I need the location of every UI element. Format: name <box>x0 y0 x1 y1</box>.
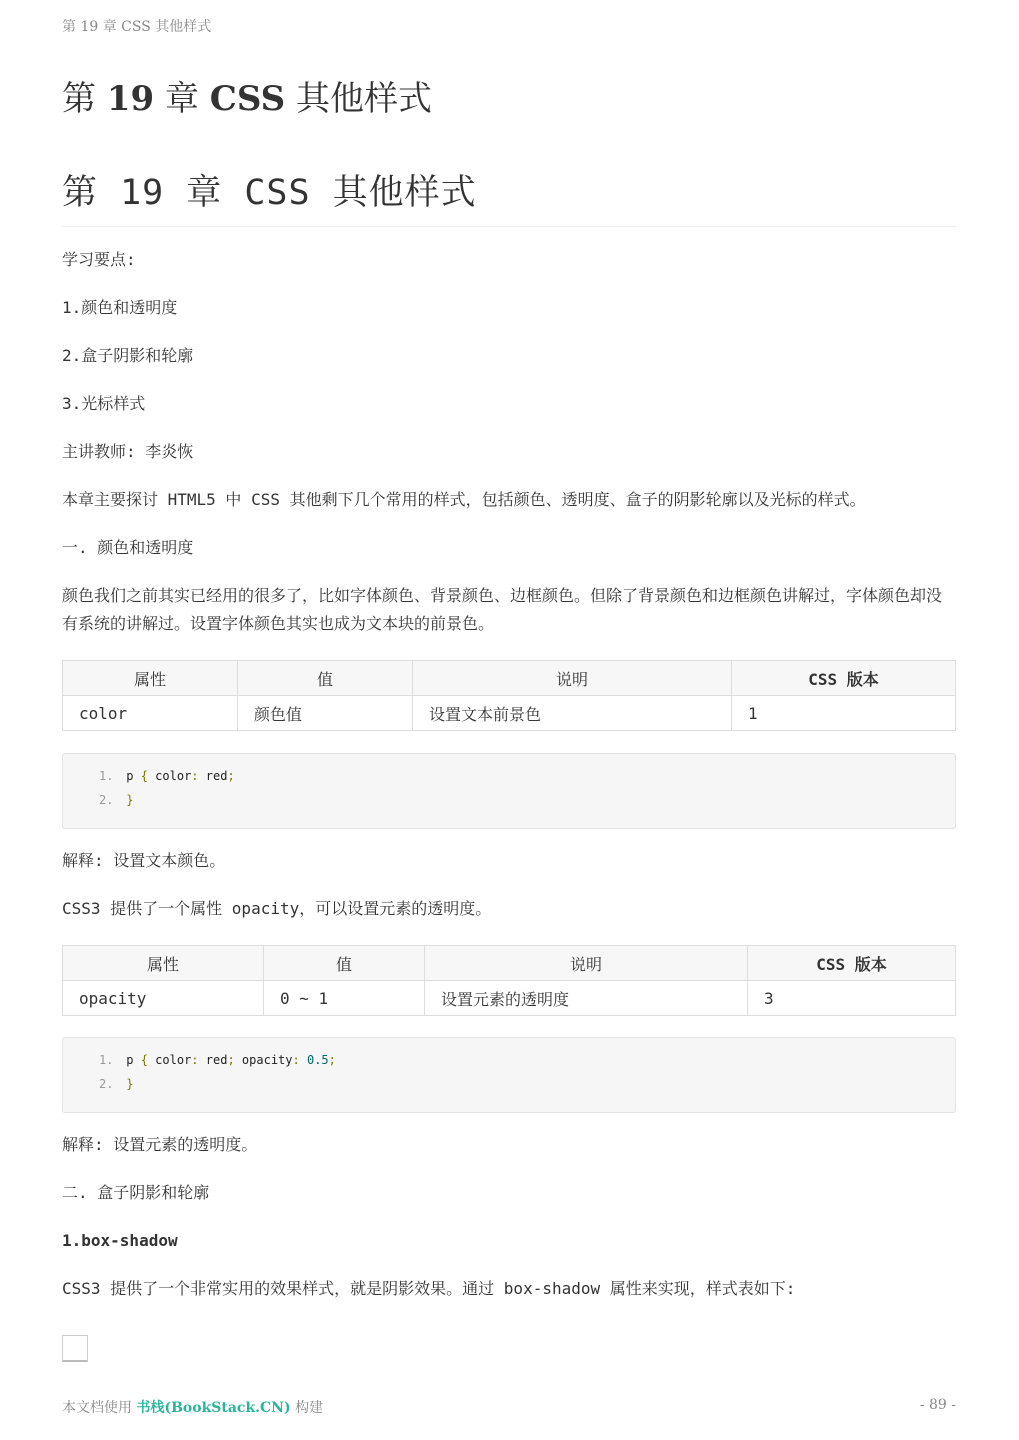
table-header-cell: CSS 版本 <box>748 946 956 981</box>
code-block-color <box>62 753 956 829</box>
intro-paragraph: 本章主要探讨 HTML5 中 CSS 其他剩下几个常用的样式，包括颜色、透明度、盒子的阴影轮廓以及光标的样式。 <box>62 490 866 509</box>
code-line: 2. } <box>99 793 134 807</box>
code-line: 1. p { color: red; opacity: 0.5; <box>99 1053 336 1067</box>
table-cell: 颜色值 <box>238 696 413 731</box>
box-shadow-heading: 1.box-shadow <box>62 1231 178 1250</box>
key-points-label: 学习要点: <box>62 250 136 269</box>
code-line: 2. } <box>99 1077 134 1091</box>
running-header: 第 19 章 CSS 其他样式 <box>62 19 212 35</box>
footer-credit: 本文档使用 书栈(BookStack.CN) 构建 <box>62 1400 324 1416</box>
table-row <box>63 696 956 731</box>
section-2-heading: 二. 盒子阴影和轮廓 <box>62 1183 210 1202</box>
table-cell: 设置元素的透明度 <box>425 981 748 1016</box>
opacity-intro: CSS3 提供了一个属性 opacity，可以设置元素的透明度。 <box>62 899 492 918</box>
color-description: 颜色我们之前其实已经用的很多了，比如字体颜色、背景颜色、边框颜色。但除了背景颜色和边框颜色讲解过，字体颜色却没有系统的讲解过。设置字体颜色其实也成为文本块的前景色。 <box>62 586 943 633</box>
point-2: 2.盒子阴影和轮廓 <box>62 346 194 365</box>
table-cell: 设置文本前景色 <box>413 696 732 731</box>
point-3: 3.光标样式 <box>62 394 146 413</box>
table-header-cell: 说明 <box>413 661 732 696</box>
color-property-table <box>62 660 956 731</box>
table-header-row <box>63 946 956 981</box>
chapter-title: 第 19 章 CSS 其他样式 <box>62 79 432 119</box>
image-placeholder <box>62 1335 88 1362</box>
table-header-cell: 值 <box>264 946 425 981</box>
page-heading: 第 19 章 CSS 其他样式 <box>62 170 956 227</box>
code-line: 1. p { color: red; <box>99 769 235 783</box>
table-header-cell: 属性 <box>63 946 264 981</box>
table-header-row <box>63 661 956 696</box>
table-cell: 1 <box>732 696 956 731</box>
explanation-1: 解释: 设置文本颜色。 <box>62 851 226 870</box>
teacher-line: 主讲教师: 李炎恢 <box>62 442 194 461</box>
page-number: - 89 - <box>919 1397 956 1413</box>
table-header-cell: CSS 版本 <box>732 661 956 696</box>
explanation-2: 解释: 设置元素的透明度。 <box>62 1135 258 1154</box>
table-cell: 0 ~ 1 <box>264 981 425 1016</box>
table-header-cell: 属性 <box>63 661 238 696</box>
bookstack-link[interactable]: 书栈(BookStack.CN) <box>136 1400 291 1416</box>
opacity-property-table <box>62 945 956 1016</box>
code-block-opacity <box>62 1037 956 1113</box>
box-shadow-description: CSS3 提供了一个非常实用的效果样式，就是阴影效果。通过 box-shadow 属性来实现，样式表如下: <box>62 1279 796 1298</box>
section-1-heading: 一. 颜色和透明度 <box>62 538 194 557</box>
table-row <box>63 981 956 1016</box>
table-cell: opacity <box>63 981 264 1016</box>
table-header-cell: 说明 <box>425 946 748 981</box>
table-header-cell: 值 <box>238 661 413 696</box>
point-1: 1.颜色和透明度 <box>62 298 178 317</box>
table-cell: 3 <box>748 981 956 1016</box>
table-cell: color <box>63 696 238 731</box>
